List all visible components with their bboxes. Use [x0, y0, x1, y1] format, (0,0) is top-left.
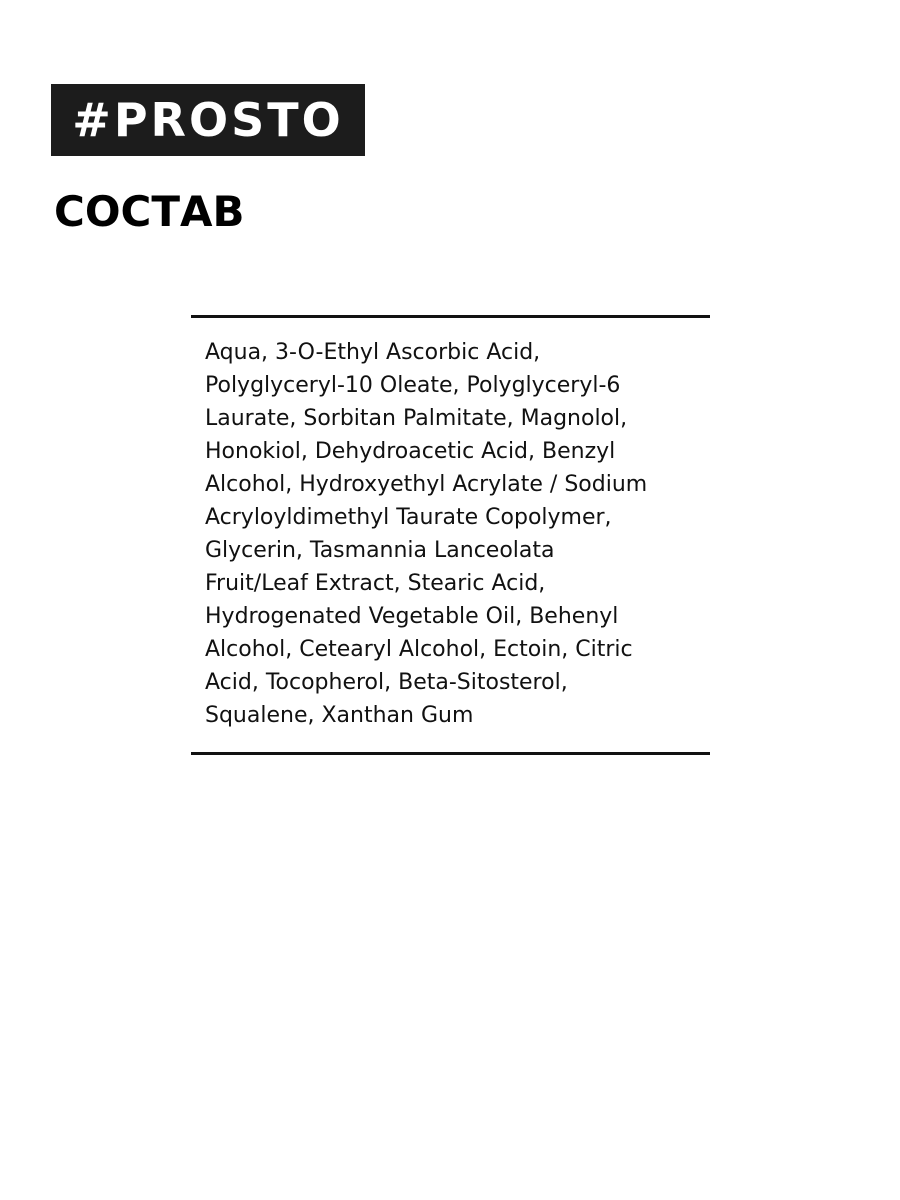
ingredients-line: Honokiol, Dehydroacetic Acid, Benzyl: [205, 439, 616, 464]
ingredients-line: Acryloyldimethyl Taurate Copolymer,: [205, 505, 612, 530]
ingredients-line: Hydrogenated Vegetable Oil, Behenyl: [205, 604, 619, 629]
ingredients-line: Laurate, Sorbitan Palmitate, Magnolol,: [205, 406, 628, 431]
ingredients-line: Glycerin, Tasmannia Lanceolata: [205, 538, 555, 563]
ingredients-line: Squalene, Xanthan Gum: [205, 703, 474, 728]
ingredients-line: Aqua, 3-O-Ethyl Ascorbic Acid,: [205, 340, 541, 365]
brand-logo-text: #PROSTO: [72, 93, 344, 147]
ingredients-line: Acid, Tocopherol, Beta-Sitosterol,: [205, 670, 568, 695]
ingredients-list: [205, 336, 700, 732]
top-divider: [191, 315, 710, 318]
brand-badge: [51, 84, 365, 156]
ingredients-line: Alcohol, Hydroxyethyl Acrylate / Sodium: [205, 472, 648, 497]
section-title: СОСТАВ: [54, 187, 245, 236]
ingredients-line: Alcohol, Cetearyl Alcohol, Ectoin, Citric: [205, 637, 633, 662]
bottom-divider: [191, 752, 710, 755]
ingredients-line: Polyglyceryl-10 Oleate, Polyglyceryl-6: [205, 373, 621, 398]
ingredients-line: Fruit/Leaf Extract, Stearic Acid,: [205, 571, 546, 596]
